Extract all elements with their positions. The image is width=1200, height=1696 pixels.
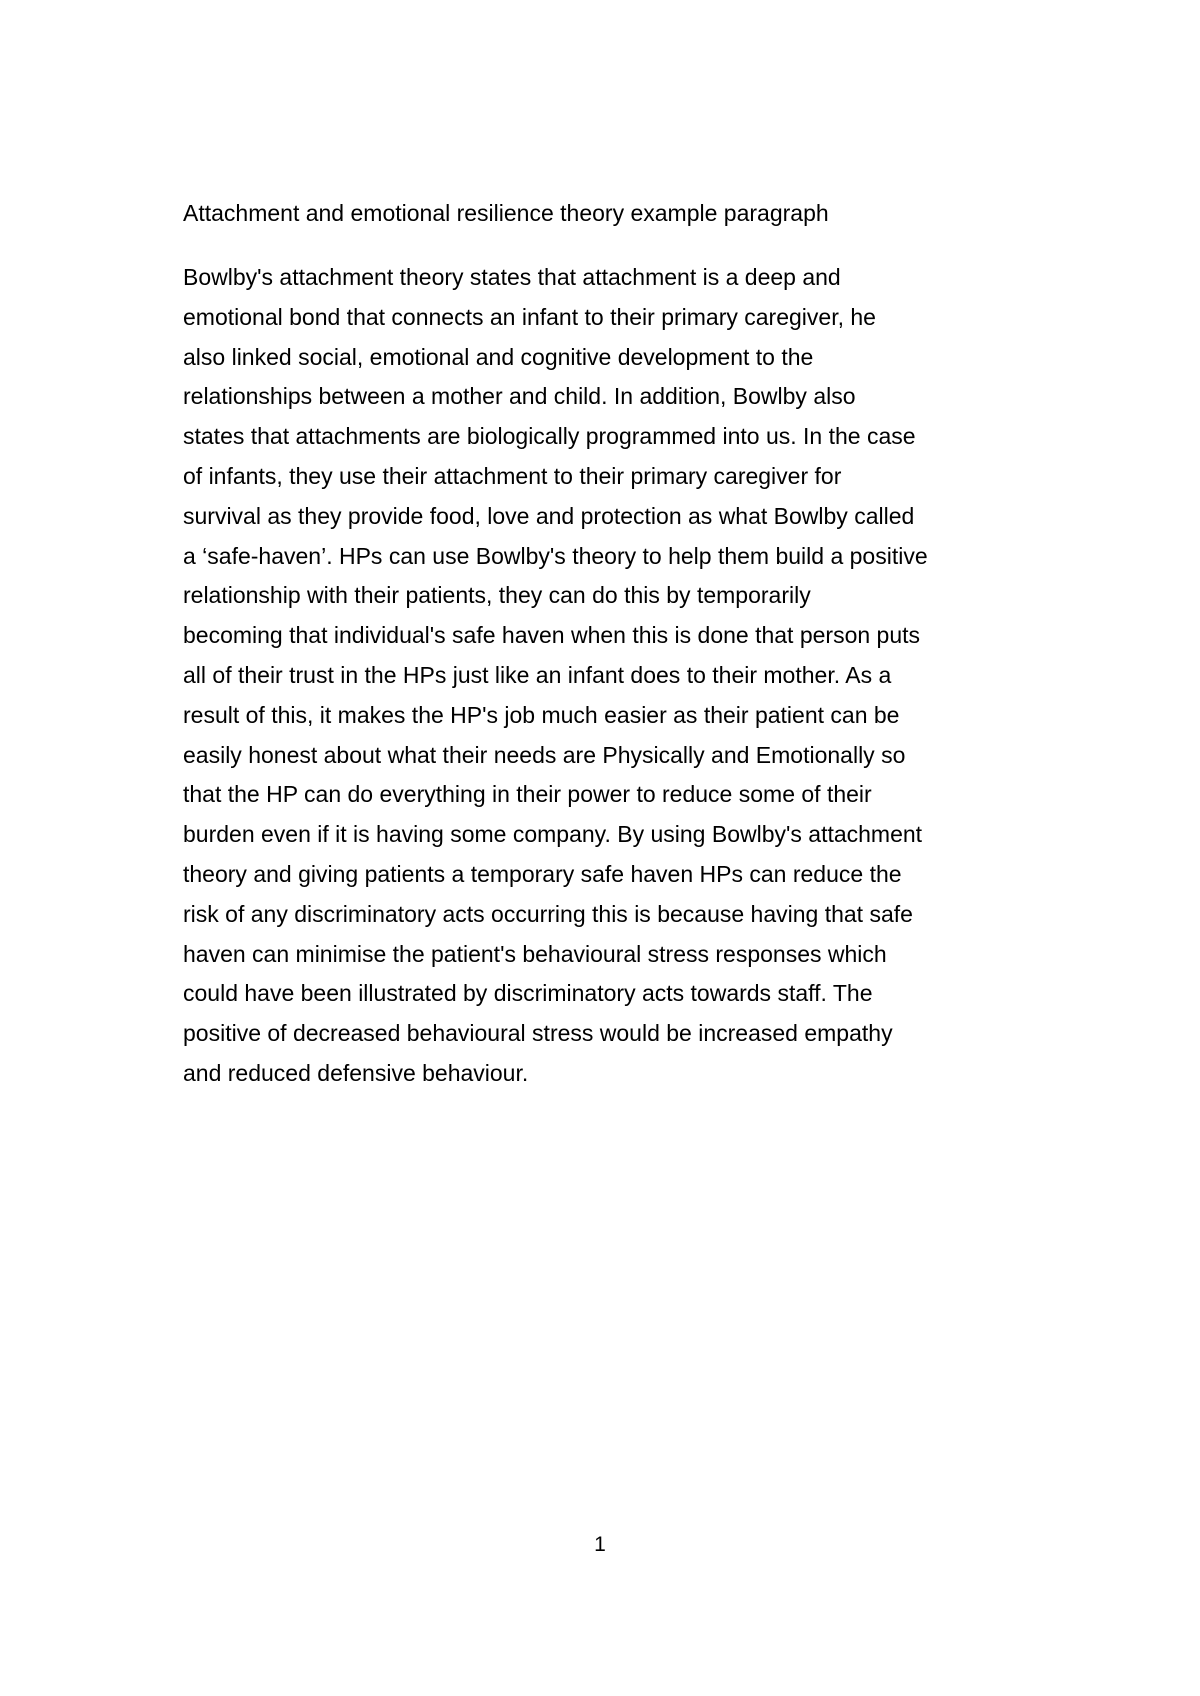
paragraph-line: all of their trust in the HPs just like an infant does to their mother. As a xyxy=(183,661,892,688)
paragraph-line: haven can minimise the patient's behavioural stress responses which xyxy=(183,940,887,967)
paragraph-line: becoming that individual's safe haven when this is done that person puts xyxy=(183,622,921,649)
paragraph-line: risk of any discriminatory acts occurring this is because having that safe xyxy=(183,900,913,927)
paragraph-line: states that attachments are biologically programmed into us. In the case xyxy=(183,423,916,450)
paragraph-line: relationships between a mother and child. In addition, Bowlby also xyxy=(183,383,856,410)
paragraph-line: easily honest about what their needs are Physically and Emotionally so xyxy=(183,741,906,768)
paragraph-line: could have been illustrated by discriminatory acts towards staff. The xyxy=(183,980,873,1007)
paragraph-line: that the HP can do everything in their power to reduce some of their xyxy=(183,781,872,808)
page-number: 1 xyxy=(594,1533,606,1556)
paragraph-line: a ‘safe-haven’. HPs can use Bowlby's theory to help them build a positive xyxy=(183,542,928,569)
paragraph-line: also linked social, emotional and cognitive development to the xyxy=(183,343,814,370)
paragraph-line: relationship with their patients, they can do this by temporarily xyxy=(183,582,811,609)
paragraph-line: theory and giving patients a temporary safe haven HPs can reduce the xyxy=(183,860,902,887)
paragraph xyxy=(183,258,1103,1094)
paragraph-line: Bowlby's attachment theory states that attachment is a deep and xyxy=(183,264,841,290)
paragraph-line: positive of decreased behavioural stress would be increased empathy xyxy=(183,1020,893,1047)
paragraph-line: and reduced defensive behaviour. xyxy=(183,1059,529,1086)
paragraph-line: of infants, they use their attachment to their primary caregiver for xyxy=(183,462,842,489)
paragraph-line: survival as they provide food, love and protection as what Bowlby called xyxy=(183,502,915,529)
paragraph-line: burden even if it is having some company. By using Bowlby's attachment xyxy=(183,821,923,848)
paragraph-line: emotional bond that connects an infant to their primary caregiver, he xyxy=(183,303,876,330)
paragraph-line: result of this, it makes the HP's job much easier as their patient can be xyxy=(183,701,900,728)
document-heading: Attachment and emotional resilience theory example paragraph xyxy=(183,200,829,226)
